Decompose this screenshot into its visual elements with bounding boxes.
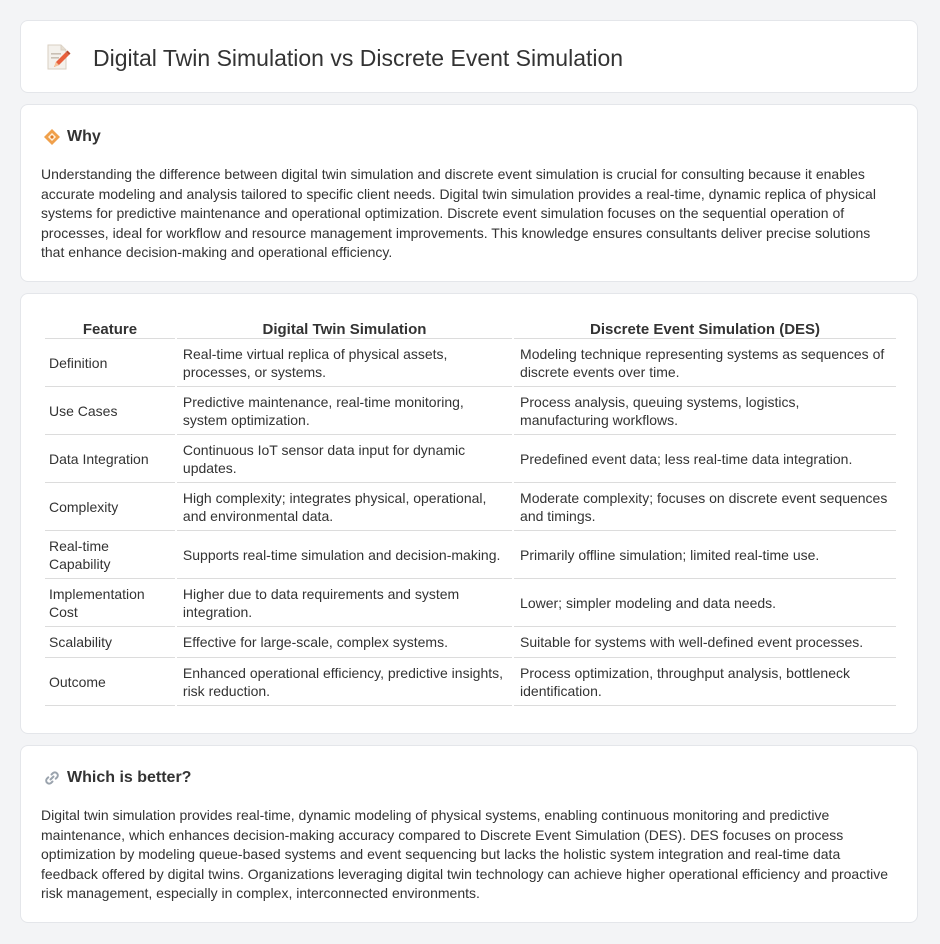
diamond-icon — [43, 128, 61, 146]
feature-cell: Implementation Cost — [45, 579, 175, 627]
digital-twin-cell: Supports real-time simulation and decision-making. — [177, 531, 512, 579]
feature-cell: Use Cases — [45, 387, 175, 435]
header-digital-twin: Digital Twin Simulation — [177, 316, 512, 339]
des-cell: Suitable for systems with well-defined event processes. — [514, 627, 896, 658]
table-row — [45, 627, 896, 658]
digital-twin-cell: High complexity; integrates physical, operational, and environmental data. — [177, 483, 512, 531]
why-text: Understanding the difference between digital twin simulation and discrete event simulation is crucial for consulting because it enables accurate modeling and analysis tailored to specific client needs. Digital twin simulation provides a real-time, dynamic replica of physical systems for predictive maintenance and operational optimization. Discrete event simulation focuses on the sequential operation of processes, ideal for workflow and resource management improvements. This knowledge ensures consultants deliver precise solutions that enhance decision-making and operational efficiency. — [41, 166, 876, 260]
better-heading: Which is better? — [67, 769, 192, 786]
digital-twin-cell: Effective for large-scale, complex systems. — [177, 627, 512, 658]
feature-cell: Data Integration — [45, 435, 175, 483]
header-des: Discrete Event Simulation (DES) — [514, 316, 896, 339]
feature-cell: Real-time Capability — [45, 531, 175, 579]
des-cell: Lower; simpler modeling and data needs. — [514, 579, 896, 627]
table-row — [45, 483, 896, 531]
table-header-row — [45, 316, 896, 339]
which-is-better-section — [20, 745, 918, 923]
header-feature: Feature — [45, 316, 175, 339]
better-text: Digital twin simulation provides real-time, dynamic modeling of physical systems, enabling continuous monitoring and predictive maintenance, which enhances decision-making accuracy compared to Discrete Event Simulation (DES). DES focuses on process optimization by modeling queue-based systems and event sequencing but lacks the holistic system integration and real-time data feedback offered by digital twins. Organizations leveraging digital twin technology can achieve higher operational efficiency and proactive risk management, especially in complex, interconnected environments. — [41, 807, 888, 901]
table-row — [45, 387, 896, 435]
digital-twin-cell: Enhanced operational efficiency, predictive insights, risk reduction. — [177, 658, 512, 706]
why-heading-row — [43, 127, 101, 147]
title-card — [20, 20, 918, 93]
des-cell: Moderate complexity; focuses on discrete event sequences and timings. — [514, 483, 896, 531]
des-cell: Predefined event data; less real-time data integration. — [514, 435, 896, 483]
table-row — [45, 658, 896, 706]
table-row — [45, 531, 896, 579]
page-title: Digital Twin Simulation vs Discrete Event Simulation — [93, 45, 624, 71]
digital-twin-cell: Real-time virtual replica of physical assets, processes, or systems. — [177, 339, 512, 387]
why-section — [20, 104, 918, 282]
document-pencil-icon — [45, 43, 71, 71]
feature-cell: Definition — [45, 339, 175, 387]
feature-cell: Outcome — [45, 658, 175, 706]
des-cell: Process analysis, queuing systems, logistics, manufacturing workflows. — [514, 387, 896, 435]
better-heading-row — [43, 768, 191, 788]
des-cell: Modeling technique representing systems as sequences of discrete events over time. — [514, 339, 896, 387]
table-row — [45, 339, 896, 387]
digital-twin-cell: Continuous IoT sensor data input for dynamic updates. — [177, 435, 512, 483]
des-cell: Primarily offline simulation; limited real-time use. — [514, 531, 896, 579]
link-icon — [43, 769, 61, 787]
comparison-table — [43, 316, 898, 706]
digital-twin-cell: Predictive maintenance, real-time monitoring, system optimization. — [177, 387, 512, 435]
table-row — [45, 579, 896, 627]
feature-cell: Scalability — [45, 627, 175, 658]
table-row — [45, 435, 896, 483]
des-cell: Process optimization, throughput analysis, bottleneck identification. — [514, 658, 896, 706]
comparison-table-card — [20, 293, 918, 734]
feature-cell: Complexity — [45, 483, 175, 531]
why-heading: Why — [67, 128, 101, 145]
digital-twin-cell: Higher due to data requirements and system integration. — [177, 579, 512, 627]
